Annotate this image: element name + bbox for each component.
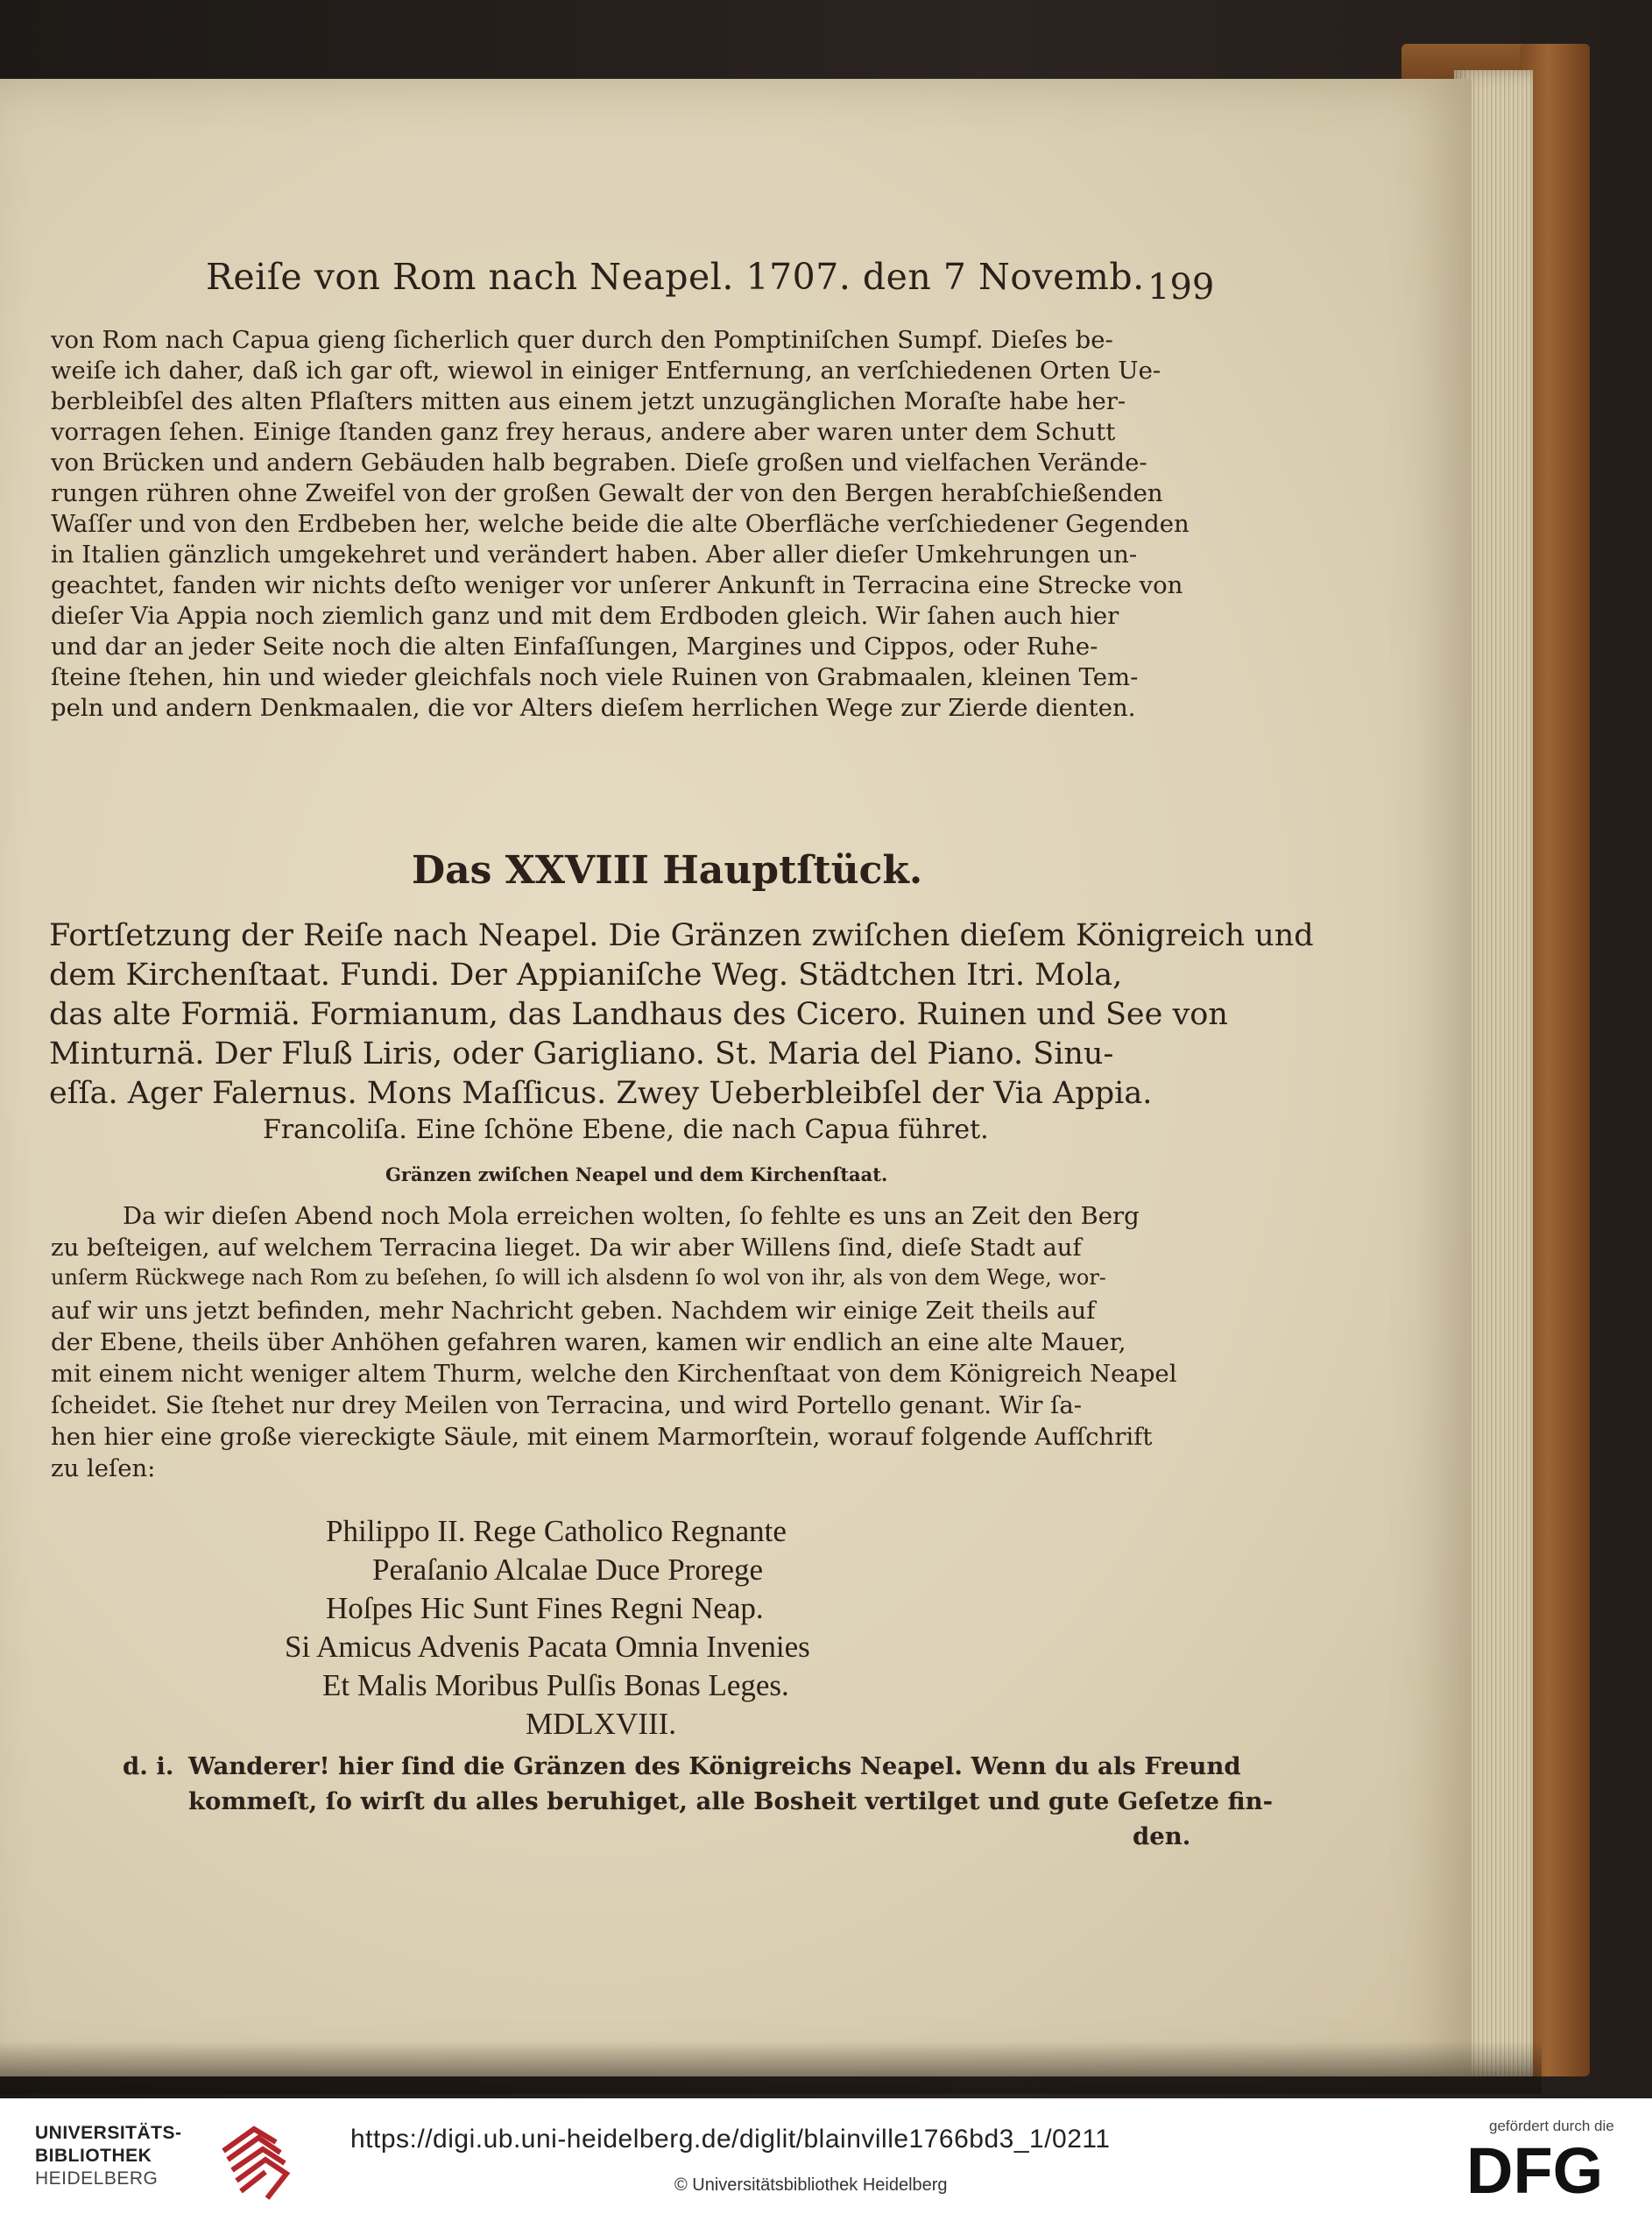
body-line: Waſſer und von den Erdbeben her, welche beide die alte Oberfläche verſchiedener Gegenden xyxy=(51,510,1190,538)
inscription-line: Hoſpes Hic Sunt Fines Regni Neap. xyxy=(326,1591,764,1625)
page-number: 199 xyxy=(1147,267,1215,308)
inscription-line: Et Malis Moribus Pulſis Bonas Leges. xyxy=(322,1668,789,1702)
body-line: und dar an jeder Seite noch die alten Einfaſſungen, Margines und Cippos, oder Ruhe- xyxy=(51,633,1098,661)
body-line: von Brücken und andern Gebäuden halb begraben. Dieſe großen und vielfachen Verände- xyxy=(51,449,1147,477)
page-shadow xyxy=(0,2041,1542,2094)
body-line: von Rom nach Capua gieng ſicherlich quer durch den Pomptiniſchen Sumpf. Dieſes be- xyxy=(51,326,1113,354)
body-line: peln und andern Denkmaalen, die vor Alters dieſem herrlichen Wege zur Zierde dienten. xyxy=(51,694,1136,722)
translation-line: den. xyxy=(1133,1822,1191,1850)
library-name-line2: BIBLIOTHEK xyxy=(35,2146,152,2166)
funding-label: gefördert durch die xyxy=(1489,2118,1614,2134)
inscription-line: Philippo II. Rege Catholico Regnante xyxy=(326,1514,787,1548)
translation-line: kommeſt, ſo wirſt du alles beruhiget, alle Bosheit vertilget und gute Geſetze fin- xyxy=(188,1787,1274,1815)
inscription-line: Si Amicus Advenis Pacata Omnia Invenies xyxy=(285,1630,810,1664)
page-url-link[interactable]: https://digi.ub.uni-heidelberg.de/diglit/blainville1766bd3_1/0211 xyxy=(350,2125,1111,2154)
running-head: Reiſe von Rom nach Neapel. 1707. den 7 Novemb. xyxy=(206,256,1145,298)
body-line: ſteine ſtehen, hin und wieder gleichfals noch viele Ruinen von Grabmaalen, kleinen Tem- xyxy=(51,663,1139,691)
library-logo[interactable] xyxy=(35,2123,315,2202)
section-heading: Gränzen zwiſchen Neapel und dem Kirchenſtaat. xyxy=(385,1164,888,1185)
body-line: geachtet, fanden wir nichts deſto weniger vor unſerer Ankunft in Terracina eine Strecke von xyxy=(51,571,1183,599)
translation-line: Wanderer! hier ſind die Gränzen des Königreichs Neapel. Wenn du als Freund xyxy=(188,1752,1241,1780)
section-line: der Ebene, theils über Anhöhen gefahren waren, kamen wir endlich an eine alte Mauer, xyxy=(51,1328,1126,1356)
section-line: auf wir uns jetzt befinden, mehr Nachricht geben. Nachdem wir einige Zeit theils auf xyxy=(51,1297,1096,1325)
inscription-line: MDLXVIII. xyxy=(526,1707,677,1741)
library-name-line1: UNIVERSITÄTS- xyxy=(35,2123,182,2143)
viewer-footer xyxy=(0,2098,1652,2221)
body-line: weiſe ich daher, daß ich gar oft, wiewol in einiger Entfernung, an verſchiedenen Orten Ue- xyxy=(51,357,1161,385)
section-line: zu leſen: xyxy=(51,1454,156,1482)
summary-line: dem Kirchenſtaat. Fundi. Der Appianiſche Weg. Städtchen Itri. Mola, xyxy=(49,958,1123,993)
section-line: Da wir dieſen Abend noch Mola erreichen wolten, ſo fehlte es uns an Zeit den Berg xyxy=(123,1202,1140,1230)
section-line: zu beſteigen, auf welchem Terracina lieget. Da wir aber Willens ſind, dieſe Stadt auf xyxy=(51,1234,1082,1262)
summary-line: Fortſetzung der Reiſe nach Neapel. Die Gränzen zwiſchen dieſem Königreich und xyxy=(49,918,1314,953)
summary-line: Francoliſa. Eine ſchöne Ebene, die nach Capua führet. xyxy=(263,1114,989,1145)
section-line: unſerm Rückwege nach Rom zu beſehen, ſo will ich alsdenn ſo wol von ihr, als von dem Wege, wor- xyxy=(51,1265,1106,1290)
summary-line: das alte Formiä. Formianum, das Landhaus des Cicero. Ruinen und See von xyxy=(49,997,1228,1032)
body-line: dieſer Via Appia noch ziemlich ganz und mit dem Erdboden gleich. Wir ſahen auch hier xyxy=(51,602,1119,630)
body-line: in Italien gänzlich umgekehret und verändert haben. Aber aller dieſer Umkehrungen un- xyxy=(51,541,1138,569)
library-emblem-icon xyxy=(215,2125,293,2200)
body-line: rungen rühren ohne Zweifel von der großen Gewalt der von den Bergen herabſchießenden xyxy=(51,479,1163,507)
inscription-line: Peraſanio Alcalae Duce Prorege xyxy=(372,1553,764,1587)
section-line: ſcheidet. Sie ſtehet nur drey Meilen von Terracina, und wird Portello genant. Wir ſa- xyxy=(51,1391,1083,1419)
summary-line: Minturnä. Der Fluß Liris, oder Garigliano. St. Maria del Piano. Sinu- xyxy=(49,1036,1114,1072)
dfg-logo-text: DFG xyxy=(1466,2135,1604,2205)
library-name-line3: HEIDELBERG xyxy=(35,2168,159,2189)
body-line: vorragen ſehen. Einige ſtanden ganz frey heraus, andere aber waren unter dem Schutt xyxy=(51,418,1116,446)
summary-line: eſſa. Ager Falernus. Mons Maſſicus. Zwey Ueberbleibſel der Via Appia. xyxy=(49,1076,1153,1111)
translation-marker: d. i. xyxy=(123,1752,174,1780)
chapter-title: Das XXVIII Hauptſtück. xyxy=(412,848,923,893)
section-line: hen hier eine große viereckigte Säule, mit einem Marmorſtein, worauf folgende Aufſchrift xyxy=(51,1423,1153,1451)
section-line: mit einem nicht weniger altem Thurm, welche den Kirchenſtaat von dem Königreich Neapel xyxy=(51,1360,1177,1388)
body-line: berbleibſel des alten Pflaſters mitten aus einem jetzt unzugänglichen Moraſte habe her- xyxy=(51,387,1126,415)
dfg-logo[interactable] xyxy=(1463,2135,1629,2205)
copyright-notice: © Universitätsbibliothek Heidelberg xyxy=(674,2175,948,2195)
